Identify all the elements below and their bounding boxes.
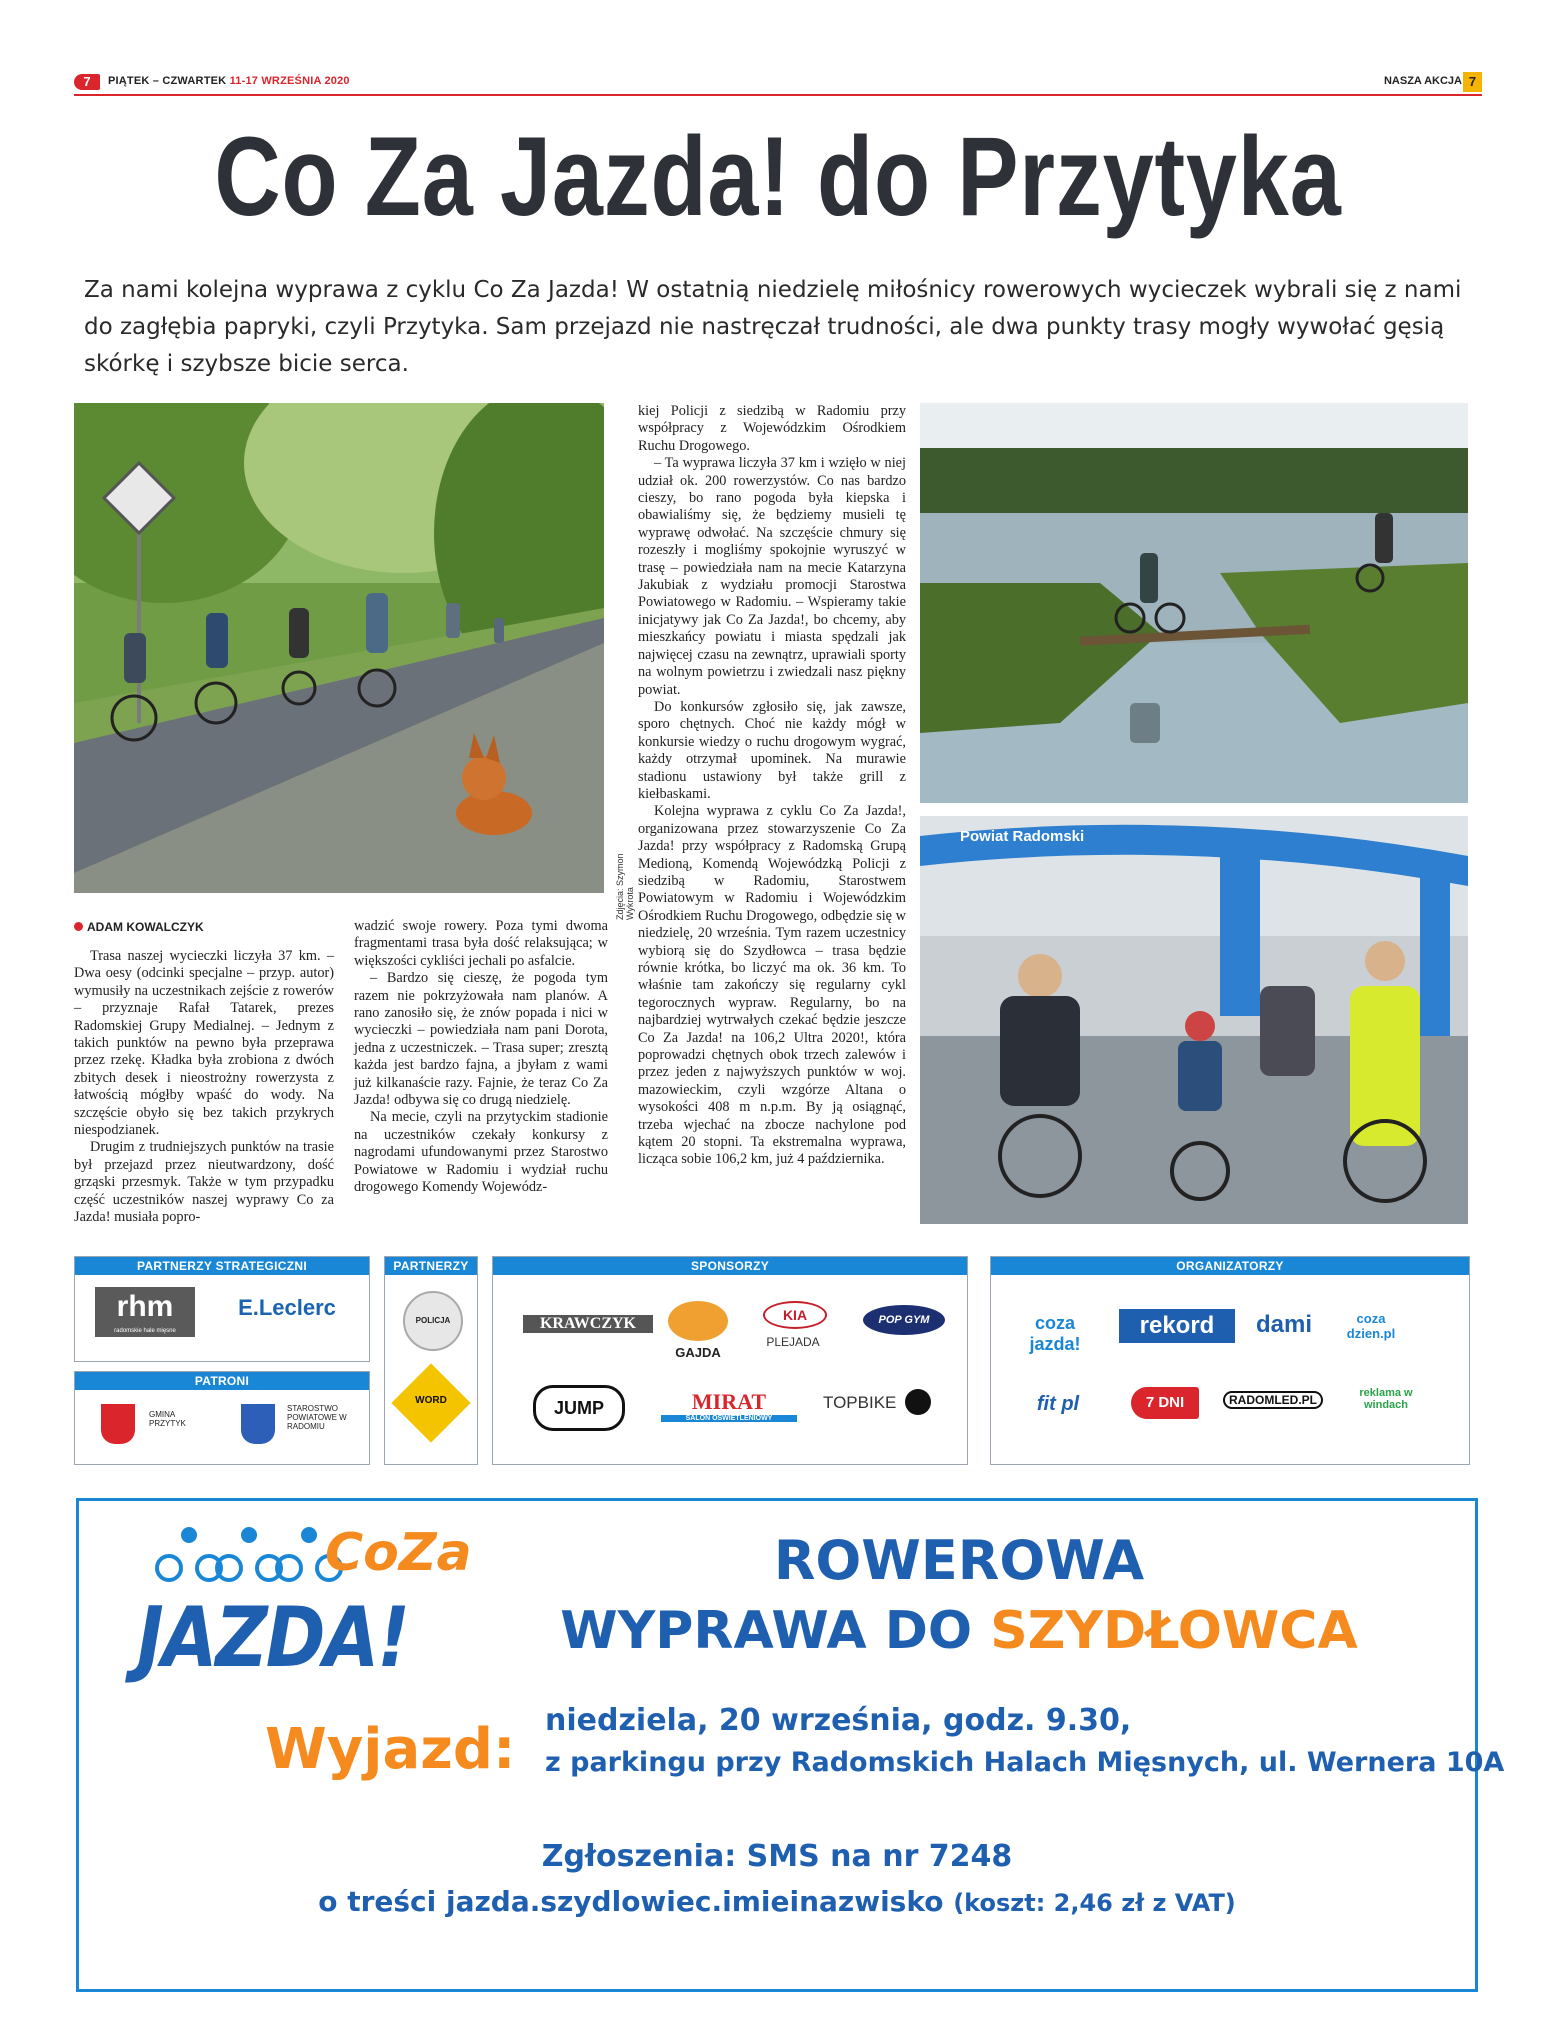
topbike-icon bbox=[905, 1389, 931, 1415]
paragraph: Kolejna wyprawa z cyklu Co Za Jazda!, organizowana przez stowarzyszenie Co Za Jazda! przy współpracy z Radomską Grupą Medioną, Komendą Wojewódzką Policji z siedzibą w Radomiu, Starostwem Powiatowym w Radomiu i Wojewódzkim Ośrodkiem Ruchu Drogowego, odbędzie się w niedzielę, 20 września. Tym razem uczestnicy wybiorą się do Szydłowca – trasa będzie równie krótka, bo liczyć ma ok. 36 km. To właśnie tam zakończy się regularny cykl tegorocznych wypraw. Regularny, bo na najbardziej wytrwałych czekać będzie jeszcze Co Za Jazda! na 106,2 Ultra 2020!, która poprowadzi chętnych obok trzech zalewów i przez jeden z najwyższych punktów w woj. mazowieckim, czyli wzgórze Altana o wysokości 408 m n.p.m. By ją osiągnąć, trzeba wjechać na zbocze nachylone pod kątem 20 stopni. Ta ekstremalna wyprawa, licząca sobie 106,2 km, już 4 października. bbox=[638, 803, 906, 1168]
cozadzien-logo: coza dzien.pl bbox=[1346, 1311, 1396, 1341]
author-bullet bbox=[74, 922, 83, 931]
photo-cyclists-road bbox=[74, 403, 604, 893]
paragraph: Drugim z trudniejszych punktów na trasie był przejazd przez nieutwardzony, dość grząski przesmyk. Także w tym przypadku część uczestników naszej wyprawy Co za Jazda! musiała popro- bbox=[74, 1139, 334, 1226]
paragraph: – Bardzo się cieszę, że pogoda tym razem nie pokrzyżowała nam planów. A rano zanosiło się, że znów popada i nici w wycieczki – powiedziała nam pani Dorota, jedna z uczestniczek. – Trasa super; zresztą każda jest bardzo fajna, a jbyłam z wami już kilkanaście razy. Fajnie, że teraz Co Za Jazda! odbywa się co drugą niedzielę. bbox=[354, 970, 608, 1109]
ad-logo-bottom: JAZDA! bbox=[137, 1589, 409, 1686]
paragraph: wadzić swoje rowery. Poza tymi dwoma fragmentami trasa była dość relaksująca; w większości cykliści jechali po asfalcie. bbox=[354, 918, 608, 969]
text-column-1 bbox=[74, 948, 334, 1227]
radomled-logo: RADOMLED.PL bbox=[1223, 1391, 1323, 1409]
dami-logo: dami bbox=[1255, 1311, 1312, 1338]
paragraph: Do konkursów zgłosiło się, jak zawsze, sporo chętnych. Choć nie każdy mógł w konkursie wiedzy o ruchu drogowym wygrać, każdy otrzymał upominek. Na murawie stadionu ustawiony był także grill z kiełbaskami. bbox=[638, 698, 906, 802]
ad-departure-line2: z parkingu przy Radomskich Halach Mięsnych, ul. Wernera 10A bbox=[545, 1747, 1505, 1778]
popgym-logo: POP GYM bbox=[863, 1305, 945, 1335]
fitpl-logo: fit pl bbox=[1036, 1393, 1080, 1415]
paragraph: kiej Policji z siedzibą w Radomiu przy współpracy z Wojewódzkim Ośrodkiem Ruchu Drogowego. bbox=[638, 403, 906, 454]
eleclerc-logo: E.Leclerc bbox=[238, 1295, 336, 1320]
paragraph: Trasa naszej wycieczki liczyła 37 km. – Dwa oesy (odcinki specjalne – przyp. autor) wymusiły na uczestnikach zejście z rowerów – przyznaje Rafał Tatarek, prezes Radomskiej Grupy Medialnej. – Jednym z takich punktów na pewno była przeprawa przez rzekę. Kładka była zrobiona z dwóch zbitych desek i nieostrożny rowerzysta z łatwością mógłby wpaść do wody. Na szczęście obyło się bez takich przykrych niespodzianek. bbox=[74, 948, 334, 1139]
topbike-logo: TOPBIKE bbox=[823, 1393, 897, 1412]
sponsors-heading: SPONSORZY bbox=[493, 1257, 967, 1275]
event-advertisement bbox=[76, 1498, 1505, 1992]
starostwo-crest-icon bbox=[241, 1404, 275, 1444]
reklama-w-windach-logo: reklama w windach bbox=[1359, 1387, 1413, 1411]
ad-headline-1: ROWEROWA bbox=[773, 1529, 1145, 1592]
ad-departure-line1: niedziela, 20 września, godz. 9.30, bbox=[545, 1703, 1132, 1738]
ad-headline-2: WYPRAWA DO SZYDŁOWCA bbox=[560, 1601, 1358, 1661]
policja-logo: POLICJA bbox=[403, 1291, 463, 1351]
organizers-heading: ORGANIZATORZY bbox=[991, 1257, 1469, 1275]
krawczyk-logo: KRAWCZYK bbox=[523, 1315, 653, 1333]
plejada-logo: PLEJADA bbox=[766, 1335, 820, 1349]
text-column-3 bbox=[638, 403, 906, 1169]
patron-starostwo-label: STAROSTWO POWIATOWE W RADOMIU bbox=[287, 1404, 347, 1431]
gmina-crest-icon bbox=[101, 1404, 135, 1444]
ad-logo-top: CoZa bbox=[325, 1523, 472, 1583]
7dni-sponsor-logo: 7 DNI bbox=[1131, 1387, 1199, 1419]
ad-signup-line1: Zgłoszenia: SMS na nr 7248 bbox=[541, 1839, 1013, 1874]
issue-date: PIĄTEK – CZWARTEK 11-17 WRZEŚNIA 2020 bbox=[108, 75, 350, 87]
patron-gmina-label: GMINA PRZYTYK bbox=[149, 1410, 186, 1428]
partners-box bbox=[384, 1256, 478, 1465]
jump-logo: JUMP bbox=[533, 1385, 625, 1431]
page-number: 7 bbox=[1463, 72, 1482, 92]
photo-finish-line bbox=[920, 816, 1468, 1224]
partners-heading: PARTNERZY bbox=[385, 1257, 477, 1275]
7dni-logo: 7 bbox=[74, 74, 100, 90]
gajda-logo: GAJDA bbox=[675, 1345, 721, 1360]
photo-river-crossing bbox=[920, 403, 1468, 803]
word-logo: WORD bbox=[415, 1395, 447, 1406]
rhm-logo: rhm radomskie hale mięsne bbox=[95, 1287, 195, 1337]
gajda-mascot-icon bbox=[668, 1301, 728, 1341]
article-title: Co Za Jazda! do Przytyka bbox=[214, 114, 1342, 239]
article-lead: Za nami kolejna wyprawa z cyklu Co Za Jazda! W ostatnią niedzielę miłośnicy rowerowych wycieczek wybrali się z nami do zagłębia papryki, czyli Przytyka. Sam przejazd nie nastręczał trudności, ale dwa punkty trasy mogły wywołać gęsią skórkę i szybsze bicie serca. bbox=[84, 277, 1462, 377]
section-name: NASZA AKCJA bbox=[1383, 75, 1462, 87]
rekord-logo: rekord bbox=[1119, 1309, 1235, 1343]
sponsors-box bbox=[492, 1256, 968, 1465]
kia-logo: KIA bbox=[763, 1301, 827, 1329]
paragraph: Na mecie, czyli na przytyckim stadionie na uczestników czekały konkursy z nagrodami ufundowanymi przez Starostwo Powiatowe w Radomiu i wydział ruchu drogowego Komendy Wojewódz- bbox=[354, 1109, 608, 1196]
organizers-box bbox=[990, 1256, 1470, 1465]
strategic-partners-heading: PARTNERZY STRATEGICZNI bbox=[75, 1257, 369, 1275]
photo-credit: Zdjęcia: Szymon Wykrota bbox=[615, 853, 635, 920]
strategic-partners-box bbox=[74, 1256, 370, 1362]
mirat-subtitle: SALON OŚWIETLENIOWY bbox=[661, 1415, 797, 1422]
banner-text: Powiat Radomski bbox=[960, 828, 1085, 845]
patrons-heading: PATRONI bbox=[75, 1372, 369, 1390]
cozajazda-logo: coza jazda! bbox=[1029, 1313, 1081, 1354]
paragraph: – Ta wyprawa liczyła 37 km i wzięło w niej udział ok. 200 rowerzystów. Co nas bardzo cieszy, bo rano pogoda była kiepska i obawialiśmy się, że będziemy musieli tę wyprawę odwołać. Na szczęście chmury się rozeszły i mogliśmy spokojnie wyruszyć w trasę – powiedziała nam na mecie Katarzyna Jakubiak z wydziału promocji Starostwa Powiatowego w Radomiu. – Wspieramy takie inicjatywy jak Co Za Jazda!, bo chcemy, aby mieszkańcy powiatu i miasta spędzali jak najwięcej czasu na zewnątrz, uprawiali sporty na wolnym powietrzu i zwiedzali nasz piękny powiat. bbox=[638, 455, 906, 698]
patrons-box bbox=[74, 1371, 370, 1465]
text-column-2 bbox=[354, 918, 608, 1197]
mirat-logo: MIRAT bbox=[691, 1389, 767, 1414]
ad-departure-label: Wyjazd: bbox=[265, 1717, 516, 1782]
ad-signup-line2: o treści jazda.szydlowiec.imieinazwisko (koszt: 2,46 zł z VAT) bbox=[318, 1885, 1236, 1918]
author-byline: ADAM KOWALCZYK bbox=[74, 920, 204, 934]
